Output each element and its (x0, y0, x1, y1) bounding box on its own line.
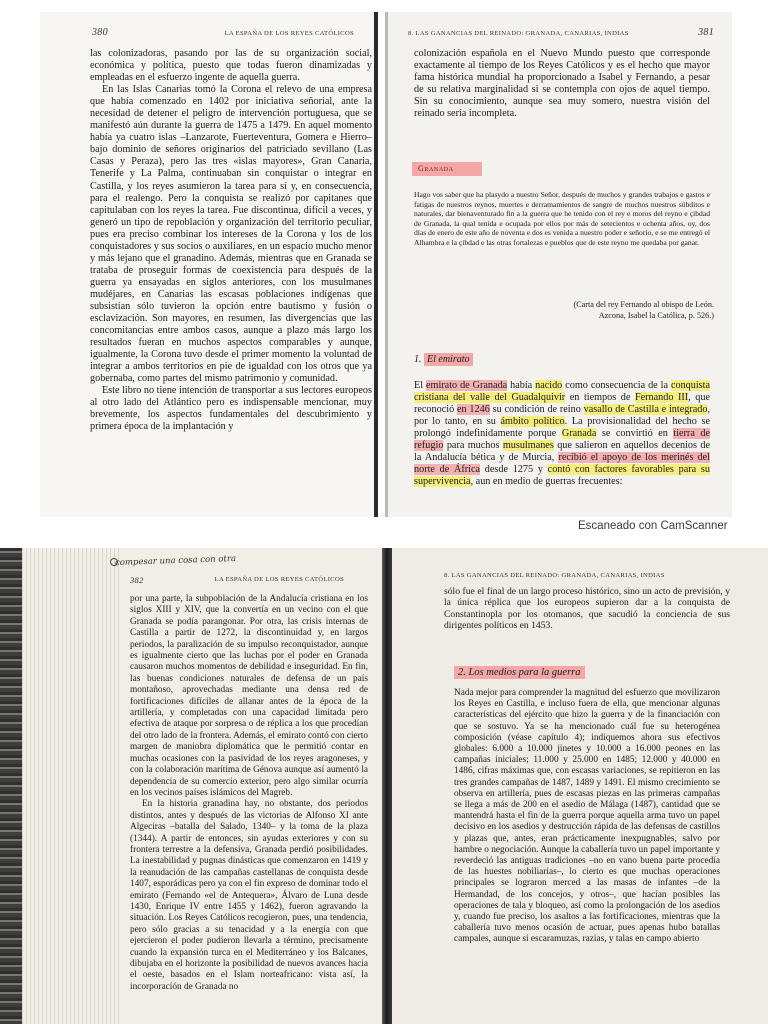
paragraph: En las Islas Canarias tomó la Corona el relevo de una empresa que había comenzado en 1402 por iniciativa señorial, ante la necesidad de detener el peligro de intervención portuguesa, que se manifestó aún durante la guerra de 1475 a 1479. En aquel momento había ya cuatro islas –Lanzarote, Fuerteventura, Gomera e Hierro– bajo dominio de señores originarios del patriciado sevillano (Las Casas y Peraza), pero las tres «islas mayores», Gran Canaria, Tenerife y La Palma, continuaban sin conquistar o integrar en Castilla, y los reyes asumieron la tarea para sí y, en consecuencia, para el realengo. Pero la conquista se realizó por capitanes que capitulaban con los reyes la tarea. Fue discontinua, difícil a veces, y generó un tipo de repoblación y organización del territorio peculiar, pues era preciso combinar los intereses de la Corona y los de los conquistadores y sus socios o auxiliares, en un espacio mucho menor y más lejano que el granadino. Además, mientras que en Granada se trataba de proseguir formas de coexistencia para después de la guerra ya ensayadas en siglos anteriores, con los musulmanes mudéjares, en Canarias las escasas poblaciones indígenas que subsistían sólo tuvieron la opción entre bautismo y fusión o esclavización. Son mayores, en resumen, las divergencias que las concomitancias entre ambos casos, aunque a plazo más largo los resultados fueran en muchos aspectos comparables y aunque, igualmente, la Corona tuvo desde el primer momento la voluntad de integrar a ambos territorios en pie de igualdad con los otros que ya gobernaba, como partes del mismo patrimonio y comunidad. (90, 84, 372, 385)
page-body (444, 586, 730, 631)
page-number: 382 (130, 575, 144, 585)
page-381 (388, 12, 732, 517)
paragraph: colonización española en el Nuevo Mundo puesto que corresponde exactamente al tiempo de los Reyes Católicos y es el hecho que mayor fama histórica mundial ha proporcionado a Isabel y Fernando, a pesar de su relativa marginalidad si se contempla con ojos de aquel tiempo. Sin su conocimiento, aunque sea muy somero, nuestra visión del reinado sería incompleta. (414, 48, 710, 120)
page-body (90, 48, 372, 434)
highlight: musulmanes (502, 440, 554, 452)
paragraph: por una parte, la subpoblación de la Andalucía cristiana en los siglos XIII y XIV, que la convertía en un vecino con el que Granada se podía parangonar. Por otra, las crisis internas de Castilla a partir de 1272, la discontinuidad y, en largos periodos, la paralización de su impulso reconquistador, aunque es igualmente cierto que las luchas por el poder en Granada causaron muchos momentos de debilidad e inseguridad. En fin, las buenas condiciones naturales de defensa de un país montañoso, aprovechadas mediante una densa red de fortificaciones difíciles de allanar antes de la época de la artillería, y completadas con una capacidad limitada pero efectiva de ataque por sorpresa o de réplica a los que procedían del otro lado de la frontera. Además, el emirato contó con cierto margen de maniobra diplomática que le permitió contar en muchas ocasiones con la pasividad de los reyes aragoneses, y con la colaboración marítima de Génova aunque así aumentó la dependencia de su comercio exterior, pero algo similar ocurría en los vecinos países islámicos del Magreb. (130, 594, 368, 798)
quote-block: Hago vos saber que ha plasydo a nuestro Señor, después de muchos y grandes trabajos e gastos e fatigas de nuestros reynos, muertes e derramamientos de sangre de muchos nuestros súbditos e naturales, dar bienaventurado fin a la guerra que he tenido con el rey e moros del reyno e çibdad de Granada, la qual tenida e ocupada por ellos por más de setecientos e ochenta años, oy, dos días de enero de este año de noventa e dos es venida a nuestro poder e señorío, e se me entregó el Alhambra e la çibdad e las otras fortalezas e pueblos que de este reyno me quedaba por ganar. (414, 190, 710, 247)
subsection-title: El emirato (424, 353, 473, 366)
highlight: vasallo de Castilla e integrado (583, 404, 708, 416)
handwritten-note: compesar una cosa con otra (114, 553, 237, 569)
text-run: El (414, 380, 427, 391)
text-run: había (507, 380, 536, 391)
subsection-heading-medios: 2. Los medios para la guerra (454, 666, 585, 679)
paragraph (414, 380, 710, 488)
page-body-main (454, 688, 720, 946)
paragraph: las colonizadoras, pasando por las de su organización social, económica y política, puesto que todas fueron dinamizadas y empleadas en el esfuerzo ingente de aquella guerra. (90, 48, 372, 84)
paragraph: Nada mejor para comprender la magnitud del esfuerzo que movilizaron los Reyes en Castilla, e incluso fuera de ella, que mencionar algunas características del ejército que hizo la guerra y de la financiación con que se sostuvo. Ya se ha mencionado cuál fue su heterogénea composición (véase capítulo 4); indiquemos ahora sus efectivos globales: 6.000 a 10.000 jinetes y 10.000 a 16.000 peones en las campañas iniciales; 11.000 y 25.000 en 1485; 12.000 y 40.000 en 1486, cifras máximas que, con escasas variaciones, se repitieron en las tres grandes campañas de 1487, 1489 y 1491. El mismo crecimiento se observa en artillería, pues de escasas piezas en las primeras campañas se llega a más de 200 en el asedio de Málaga (1487), cantidad que se mantendrá hasta el fin de la guerra porque aquella arma tuvo un papel decisivo en los asedios y destrucción rápida de las defensas de castillos y plazas que, antes, eran prácticamente inexpugnables, salvo por hambre o negociación. Aunque la caballería tuvo un papel importante y reverdeció las antiguas tradiciones –no en vano buena parte procedía de las huestes nobiliarias–, lo cierto es que muchas operaciones principales se lograron merced a las masas de infantes –de la Hermandad, de los concejos, y otros–, que hacían posibles las operaciones de tala y bloqueo, así como la prolongación de los asedios y, cuando fue preciso, los asaltos a las fortificaciones, mientras que la caballería tuvo menos ocasión de actuar, pues apenas hubo batallas campales, aunque sí escaramuzas, razias, y talas en campo abierto (454, 688, 720, 945)
text-run: su condición de reino (489, 404, 584, 416)
text-run: desde 1275 y (480, 464, 548, 476)
text-run: como consecuencia de la (562, 380, 671, 391)
running-head-text: 8. LAS GANANCIAS DEL REINADO: GRANADA, CANARIAS, INDIAS (444, 572, 665, 579)
quote-citation (454, 300, 714, 321)
subsection-heading-emirato (414, 354, 473, 365)
highlight: nacido (535, 380, 563, 391)
highlight: emirato de Granada (426, 380, 508, 391)
running-head-text: LA ESPAÑA DE LOS REYES CATÓLICOS (224, 30, 354, 37)
page-382 (0, 548, 384, 1024)
text-run: en tiempos de (565, 392, 635, 404)
section-heading-label: Granada (418, 164, 454, 173)
citation-line: Azcona, Isabel la Católica, p. 526.) (598, 310, 714, 320)
running-head-text: 8. LAS GANANCIAS DEL REINADO: GRANADA, CANARIAS, INDIAS (408, 30, 629, 37)
paragraph: Este libro no tiene intención de transportar a sus lectores europeos al otro lado del Atlántico pero es indispensable mencionar, muy brevemente, los aspectos fundamentales del descubrimiento y primera época de la implantación y (90, 385, 372, 433)
section-heading-granada (412, 162, 482, 176)
highlight: contó con factores favorables para su supervivencia (414, 464, 710, 488)
page-number: 380 (92, 27, 108, 38)
subsection-number: 1. (414, 354, 422, 365)
text-run: para muchos (443, 440, 503, 452)
citation-line: (Carta del rey Fernando al obispo de León. (573, 300, 714, 309)
page-383 (392, 548, 768, 1024)
page-body (414, 48, 710, 120)
highlight: en 1246 (456, 404, 490, 416)
highlight: tierra de refugio (414, 428, 710, 452)
highlight: recibió el apoyo de los merinés del norte de África (414, 452, 710, 476)
paragraph: En la historia granadina hay, no obstante, dos periodos distintos, antes y después de las victorias de Alfonso XI ante Algeciras –batalla del Salado, 1340– y la toma de la plaza (1344). A partir de entonces, sin ayudas exteriores y con su frontera terrestre a la defensiva, Granada perdió posibilidades. La inestabilidad y pugnas dinásticas que comenzaron en 1419 y la reanudación de las campañas castellanas de conquista desde 1407, esporádicas pero ya con el fin expreso de dominar todo el emirato (Fernando «el de Antequera», Álvaro de Luna desde 1430, Enrique IV entre 1455 y 1462), fueron agravando la situación. Los Reyes Católicos recogieron, pues, una tendencia, pero sólo gracias a su tenacidad y a la energía con que ejercieron el poder pudieron llevarla a término, precisamente cuando la expansión turca en el Mediterráneo y los Balcanes, dibujaba en el horizonte la posibilidad de nuevos avances hacia el oeste, basados en el Islam norteafricano: vista así, la incorporación de Granada no (130, 799, 368, 992)
text-run: , que reconoció (414, 392, 710, 416)
page-number: 381 (698, 27, 714, 38)
page-body (130, 594, 368, 993)
highlight: Fernando III (634, 392, 689, 404)
scan-edge-shadow (0, 548, 22, 1024)
page-body-lower (414, 380, 710, 488)
paragraph: sólo fue el final de un largo proceso histórico, sino un acto de previsión, y la única réplica que los europeos supieron dar a la conquista de Constantinopla por los otomanos, que sacudió la conciencia de sus dirigentes políticos en 1453. (444, 586, 730, 631)
text-run: se convirtió en (596, 428, 674, 440)
text-run: . La provisionalidad del hecho se prolongó indefinidamente porque (414, 416, 710, 440)
running-head-text: LA ESPAÑA DE LOS REYES CATÓLICOS (214, 576, 344, 583)
text-run: , por lo tanto, en su (414, 404, 711, 428)
page-380 (40, 12, 378, 517)
scan-noise (22, 548, 122, 1024)
scan-watermark: Escaneado con CamScanner (578, 520, 728, 532)
text-run: que salieron en aquellos decenios de la Andalucía bética y de Murcia, (414, 440, 710, 464)
highlight: Granada (561, 428, 597, 440)
text-run: , aun en medio de guerras frecuentes: (470, 476, 623, 488)
highlight: conquista cristiana del valle del Guadalquivir (414, 380, 710, 404)
highlight: ámbito político (500, 416, 565, 428)
